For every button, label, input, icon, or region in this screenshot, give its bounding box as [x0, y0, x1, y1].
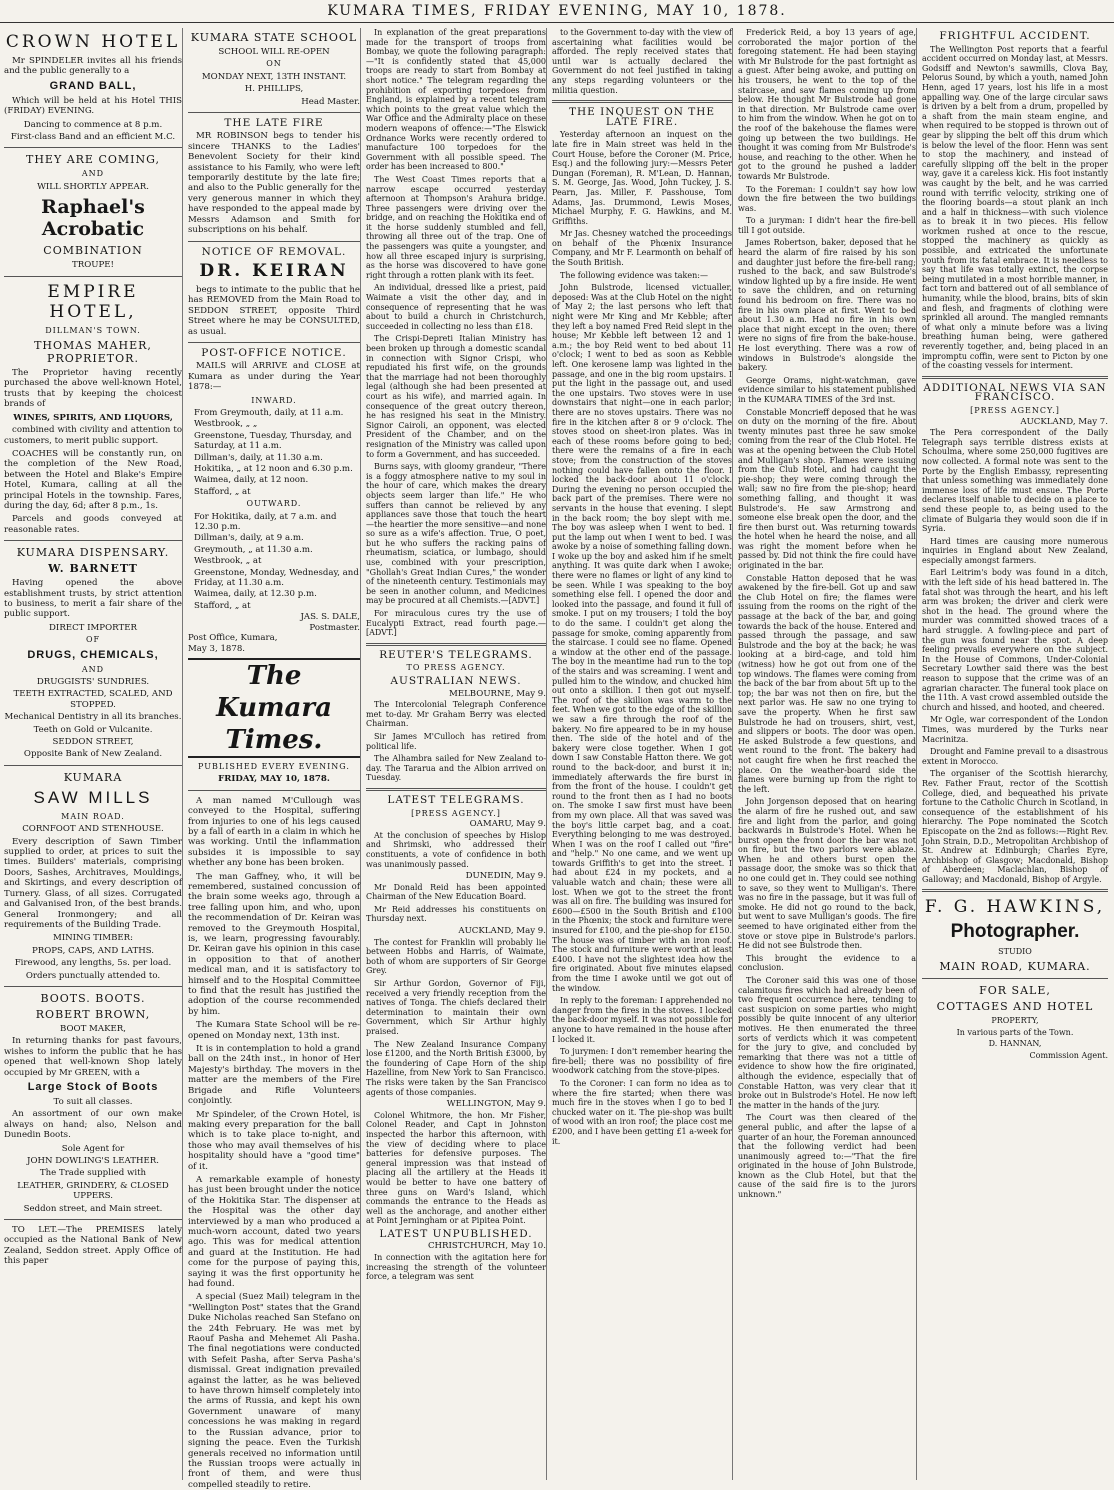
column-1 [4, 28, 183, 1480]
mining-text: MINING TIMBER: [52, 933, 134, 944]
seddon-text: SEDDON STREET, [52, 737, 134, 748]
raphael-title: Raphael's Acrobatic [41, 196, 145, 241]
empire-text: The Proprietor having recently purchased the above well-known Hotel, trusts that by keeping the choicest brands of [4, 368, 182, 410]
keiran-title: DR. KEIRAN [199, 260, 349, 281]
news-paragraph: The organiser of the Scottish hierarchy, Rev. Father Fraut, rector of the Scottish College, died, and bequeathed his private fortune to the Catholic Church in Scotland, in consequence of the establishment of his hierarchy. The Pope nominated the Scotch Episcopate on the 2nd as follows:—Right Rev. John Strain, D.D., Metropolitan Archbishop of St. Andrew at Edinburgh; Charles Eyre, Archbishop of Glasgow; Macdonald, Bishop of Aberdeen; Maclachlan, Bishop of Galloway; and Macdonald, Bishop of Argyle. [922, 769, 1108, 884]
outward-item: Dillman's, daily, at 9 a.m. [194, 533, 304, 544]
outward-item: Greymouth, „ at 11.30 a.m. [194, 544, 313, 555]
column-2 [188, 28, 361, 1490]
article-paragraph: Burns says, with gloomy grandeur, "There is a foggy atmosphere native to my soul in the hour of care, which makes the dreary objects seem larger than life." He who suffers than cannot be relieved by any appliances save those that touch the heart—the heartier the more sensitive—and none so sure as a wife's affection. True, O poet, but he who suffers the racking pains of rheumatism, sciatica, or lumbago, should use, combined with your prescription, "Ghollah's Great Indian Cures," the wonder of the nineteenth century. Testimonials may be seen in another column, and Medicines may be procured at all Chemists.—[ADVT.] [366, 462, 546, 606]
troupe-text: TROUPE! [72, 260, 114, 271]
christchurch-dateline: CHRISTCHURCH, May 10. [427, 1241, 546, 1252]
outward-item: Stafford, „ at [194, 600, 251, 611]
saw-mills-title: SAW MILLS [33, 787, 153, 807]
removal-title: NOTICE OF REMOVAL. [201, 245, 347, 258]
monday-text: MONDAY NEXT, 13TH INSTANT. [201, 71, 347, 82]
article-paragraph: The man Gaffney, who, it will be remembered, sustained concussion of the brain some weeks ago, through a tree falling upon him, and who, upon the recommendation of Dr. Keiran was removed to the Greymouth Hospital, is, we learn, progressing favourably. Dr. Keiran gave his opinion in this case in opposition to that of another medical man, and it is satisfactory to himself and to the Hospital Committee to find that the result has justified the adoption of the course recommended by him. [188, 871, 360, 1017]
importer-text: DIRECT IMPORTER [49, 622, 137, 633]
sundries-text: DRUGGISTS' SUNDRIES. [36, 677, 150, 687]
studio-text: STUDIO [998, 947, 1032, 957]
keiran-text: begs to intimate to the public that he has REMOVED from the Main Road to SEDDON STREET, opposite Third Street where he may be CONSULTED, as usual. [188, 284, 360, 337]
brown-text: In returning thanks for past favours, wishes to inform the public that he has opened that well-known Shop lately occupied by Mr GREEN, with a [4, 1036, 182, 1078]
inquest-paragraph: To the Coroner: I can form no idea as to where the fire started; when there was much fire in the stoves when I go to bed I chucked water on it. The pie-shop was built of wood with an iron roof; the place cost me £200, and I have been getting £1 a-week for it. [552, 1078, 732, 1146]
firewood-text: Firewood, any lengths, 5s. per load. [14, 958, 172, 969]
robinson-text: MR ROBINSON begs to tender his sincere THANKS to the Ladies' Benevolent Society for their kind assistance to his Family, who were left temporarily destitute by the late fire; and also to the Public generally for the very generous manner in which they have responded to the appeal made by Messrs Adamson and Smith for subscriptions on his behalf. [188, 131, 360, 236]
cottages-title: COTTAGES AND HOTEL [936, 1000, 1094, 1014]
article-paragraph: A man named M'Cullough was conveyed to the Hospital, suffering from injuries to one of his legs caused by a fall of earth in a claim in which he was working. Until the inflammation subsides it is impossible to say whether any bone has been broken. [188, 795, 360, 869]
crown-text-2: Which will be held at his Hotel THIS (FRIDAY) EVENING. [4, 95, 182, 117]
telegram-paragraph: Mr Donald Reid has been appointed Chairman of the New Education Board. [366, 882, 546, 902]
telegram-paragraph: At the conclusion of speeches by Hislop and Shrimski, who addressed their constituents, a vote of confidence in both was unanimously passed. [366, 830, 546, 869]
brown-title: ROBERT BROWN, [35, 1007, 151, 1021]
po-date: May 3, 1878. [188, 643, 246, 654]
paper-title: The Kumara Times. [188, 658, 360, 758]
inquest-paragraph: James Robertson, baker, deposed that he heard the alarm of fire raised by his son and daughter just before the fire-bell rang; rushed to the back, and saw Bulstrode's window lighted up by a fire inside. He went to save the children, and on returning found his bedroom on fire. There was no fire in his own place at first. Went to bed about 1.30 a.m. Had no fire in his own place that night except in the oven; there were no signs of fire from the bake-house. He lost everything. There was a row of windows in Bulstrode's alongside the bakery. [738, 238, 916, 373]
outward-item: Westbrook, „ at [194, 556, 262, 567]
gold-text: Teeth on Gold or Vulcanite. [33, 724, 153, 735]
latest-telegrams-title: LATEST TELEGRAMS. [387, 793, 525, 806]
outward-item: Greenstone, Monday, Wednesday, and Friday, at 11.30 a.m. [194, 567, 359, 589]
telegram-paragraph: In connection with the agitation here for increasing the strength of the volunteer force, a telegram was sent [366, 1253, 546, 1282]
inward-item: Hokitika, „ at 12 noon and 6.30 p.m. [194, 464, 353, 474]
inquest-paragraph: Yesterday afternoon an inquest on the late fire in Main street was held in the Court House, before the Coroner (M. Price, Esq.) and the following jury:—Messrs Peter Dungan (Foreman), R. M'Lean, D. Hannan, S. M. George, Jas. Wood, John Tuckey, J. S. Pearn, Jas. Miller, F. Passhouse, Tom Adams, Jas. Drummond, Lewis Moses, Michael Murphy, F. G. Hawkins, and M. Griffiths. [552, 130, 732, 226]
article-paragraph: to the Government to-day with the view of ascertaining what facilities would be afforded. The reply received states that until war is actually declared the Government do not feel justified in taking any steps regarding volunteers or the militia question. [552, 28, 732, 95]
on-text: ON [266, 59, 282, 69]
inquest-paragraph: Constable Moncrieff deposed that he was on duty on the morning of the fire. About twenty minutes past three he saw smoke coming from the rear of the Club Hotel. He was at the opening between the Club Hotel and Mulligan's shop. Flames were issuing from the Club Hotel, and had caught the pie-shop; they were coming through the wall; saw no fire from the pie-shop; heard something falling, and thought it was Bulstrode's. He saw Armstrong and someone else break open the door, and the fire then burst out. Was returning towards the hotel when he heard the noise, and all was right the moment before when he passed by. Did not think the fire could have originated in the bar. [738, 407, 916, 571]
auckland-dateline: AUCKLAND, May 9. [458, 926, 546, 937]
article-paragraph: The West Coast Times reports that a narrow escape occurred yesterday afternoon at Thompson's Arahura bridge. Three passengers were driving over the bridge, and on reaching the Hokitika end of it the horse suddenly stumbled and fell, throwing all three out of the trap. One of the passengers was quite a youngster, and how all three escaped injury is surprising, as the horse was discovered to have gone right through a rotten plank with its feet. [366, 174, 546, 280]
reuter-title: REUTER'S TELEGRAMS. [379, 648, 533, 661]
article-paragraph: A remarkable example of honesty has just been brought under the notice of the Hokitika Star. The dispenser at the Hospital was the other day interviewed by a man who produced a much-worn account, dated two years ago. This was for medical attention and guard at the Institution. He had come for the purpose of paying this, saying it was the first opportunity he had found. [188, 1174, 360, 1289]
inquest-paragraph: Frederick Reid, a boy 13 years of age, corroborated the major portion of the foregoing statement. He had been staying with Mr Bulstrode for the past fortnight as a guest. After being awoke, and putting on his trousers, he went to the top of the staircase, and saw flames coming up from below. He thought Mr Bulstrode had gone in that direction. Mr Bulstrode came over to him from the window. When he got on to the roof of the bakehouse the flames were going up between the two buildings. He thought it was coming from Mr Bulstrode's house, and reaching to the other. When he got to the ground he pushed a ladder towards Mr Bulstrode. [738, 28, 916, 181]
inquest-title: THE INQUEST ON THE LATE FIRE. [568, 106, 716, 128]
kumara-text: KUMARA [63, 770, 123, 784]
orders-text: Orders punctually attended to. [25, 970, 161, 981]
telegram-paragraph: The Alhambra sailed for New Zealand to-day. The Tararua and the Albion arrived on Tuesday. [366, 754, 546, 783]
trade-text: The Trade supplied with [39, 1168, 147, 1179]
stock-title: Large Stock of Boots [27, 1080, 159, 1093]
inward-item: Dillman's, daily, at 11.30 a.m. [194, 452, 323, 463]
inquest-paragraph: George Orams, night-watchman, gave evidence similar to his statement published in the KUMARA TIMES of the 3rd inst. [738, 375, 916, 404]
coming-title: THEY ARE COMING, [25, 153, 161, 167]
outward-title: OUTWARD. [246, 499, 302, 509]
wines-text: WINES, SPIRITS, AND LIQUORS, [13, 412, 173, 423]
wellington-dateline: WELLINGTON, May 9. [446, 1099, 546, 1110]
press-agency-text: [PRESS AGENCY.] [970, 405, 1060, 415]
article-paragraph: In explanation of the great preparations made for the transport of troops from Bombay, we quote the following paragraph:—"It is confidently stated that 45,000 troops are ready to start from Bombay at short notice." The telegram regarding the prohibition of exporting torpedoes from England, is explained by a recent telegram which points to the great value which the War Office and the Admiralty place on these modern weapons of offence:—"The Elswick Ordnance Works were recently ordered to manufacture 100 torpedoes for the Government with all possible speed. The order has been increased to 800." [366, 28, 546, 172]
drugs-title: DRUGS, CHEMICALS, [27, 648, 159, 661]
photographer-title: Photographer. [950, 921, 1080, 943]
mails-text: MAILS will ARRIVE and CLOSE at Kumara as under during the Year 1878:— [188, 361, 360, 393]
empire-hotel-title: EMPIRE HOTEL, [47, 281, 139, 322]
latest-unpublished-title: LATEST UNPUBLISHED. [379, 1227, 533, 1240]
dowling-text: JOHN DOWLING'S LEATHER. [27, 1156, 159, 1166]
press-agency-text: [PRESS AGENCY.] [411, 808, 501, 818]
inward-item: Waimea, daily, at 12 noon. [194, 475, 309, 486]
grand-ball: GRAND BALL, [49, 79, 137, 92]
inward-item: Stafford, „ at [194, 486, 251, 497]
article-paragraph: Mr Spindeler, of the Crown Hotel, is making every preparation for the ball which is to take place to-night, and those who may avail themselves of his hospitality should have a "good time" of it. [188, 1109, 360, 1172]
telegram-paragraph: The contest for Franklin will probably lie between Hobbs and Harris, of Waimate, both of whom are supporters of Sir George Grey. [366, 937, 546, 976]
article-paragraph: The Wellington Post reports that a fearful accident occurred on Monday last, at Messrs. Godsiff and Newton's sawmills, Clova Bay, Pelorus Sound, by which a youth, named John Henn, aged 17 years, lost his life in a most appalling way. One of the large circular saws is driven by a belt from a drum, propelled by a shaft from the main steam engine, and when required to be stopped is thrown out of gear by slipping the belt off this drum which is below the level of the floor. Henn was sent to stop the machinery, and instead of carefully slipping off the belt in the proper way, gave it a careless kick. His foot instantly was caught by the belt, and he was carried round with terrific velocity, striking one of the flooring boards—a stout plank an inch and a half in thickness—with such violence as to break it in two pieces. His fellow workmen rushed at once to the rescue, stopped the machinery as quickly as possible, and extricated the unfortunate youth from its fatal embrace. It is needless to say that life was totally extinct, the corpse being mutilated in a most horrible manner, in fact torn and battered out of all semblance of humanity, while the blood, brains, bits of skin and flesh, and fragments of clothing were sprinkled all around. The mangled remnants of what only a minute before was a living breathing human being, were gathered reverently together, and, being placed in an impromptu coffin, were sent to Picton by one of the coasting vessels for interment. [922, 44, 1108, 371]
inquest-paragraph: In reply to the foreman: I apprehended no danger from the fires in the stoves. I locked the back-door myself. It was not possible for anyone to have remained in the house after I locked it. [552, 996, 732, 1044]
article-paragraph: A special (Suez Mail) telegram in the "Wellington Post" states that the Grand Duke Nicholas reached San Stefano on the 24th February. He was met by Raouf Pasha and Mehemet Ali Pasha. The final negotiations were conducted with Sefeit Pasha, after Serva Pasha's dismissal. Great indignation prevailed against the latter, as he was believed to have thrown himself completely into the arms of Russia, and kept his own Government unaware of many concessions he was making in regard to the Russian advance, prior to signing the peace. Even the Turkish generals received no information until the Russian troops were actually in front of them, and were thus compelled steadily to retire. [188, 1292, 360, 1490]
column-4 [552, 28, 733, 1480]
column-6 [922, 28, 1108, 1480]
outward-item: Waimea, daily, at 12.30 p.m. [194, 589, 317, 600]
inward-item: From Greymouth, daily, at 11 a.m. [194, 407, 344, 418]
and-text: AND [81, 169, 105, 179]
dancing-time: Dancing to commence at 8 p.m. [23, 119, 163, 130]
coaches-text: COACHES will be constantly run, on the completion of the New Road, between the Hotel and Blake's Empire Hotel, Kumara, calling at all the principal Hotels in the township. Fares, during the day, 6d; after 8 p.m., 1s. [4, 448, 182, 511]
postoffice-title: POST-OFFICE NOTICE. [201, 346, 347, 359]
dispensary-title: KUMARA DISPENSARY. [16, 546, 170, 560]
news-paragraph: Earl Leitrim's body was found in a ditch, with the left side of his head battered in. The fatal shot was through the heart, and his left arm was broken; the driver and clerk were shot in the head. The ground where the murder was committed showed traces of a hard struggle. A fowling-piece and part of the gun was found near the spot. A deep feeling prevails everywhere on the subject. In the House of Commons, Under-Colonial Secretary Lowther said there was the best reason to suppose that the crime was of an agrarian character. The funeral took place on the 11th. A vast crowd assembled outside the church and hissed, and hooted, and cheered. [922, 568, 1108, 712]
press-agency-text: TO PRESS AGENCY. [406, 663, 506, 673]
main-road-text: MAIN ROAD. [61, 811, 125, 821]
and-text-2: AND [81, 664, 105, 674]
inquest-paragraph: The Coroner said this was one of those calamitous fires which had already been of two frequent occurrence here, tending to cast suspicion on some parties who might possibly be quite innocent of any ulterior motives. He then enumerated the three sorts of verdicts which it was competent for the jury to give, and concluded by remarking that there was not a tittle of evidence to show how the fire originated, although the evidence, especially that of Constable Hatton, was very clear that it broke out in Bulstrode's Hotel. He now left the matter in the hands of the jury. [738, 976, 916, 1110]
dunedin-dateline: DUNEDIN, May 9. [465, 871, 546, 882]
telegram-paragraph: Mr Reid addresses his constituents on Thursday next. [366, 904, 546, 924]
main-road-kumara: MAIN ROAD, KUMARA. [939, 960, 1091, 974]
page-masthead: KUMARA TIMES, FRIDAY EVENING, MAY 10, 1878. [0, 0, 1114, 23]
crown-hotel-title: CROWN HOTEL [5, 32, 181, 52]
article-paragraph: The Kumara State School will be re-opened on Monday next, 13th inst. [188, 1020, 360, 1041]
band-line: First-class Band and an efficient M.C. [10, 132, 176, 143]
auckland-dateline: AUCKLAND, May 7. [1020, 416, 1108, 427]
inquest-paragraph: To the Foreman: I couldn't say how low down the fire between the two buildings was. [738, 184, 916, 213]
australian-news-title: AUSTRALIAN NEWS. [390, 675, 522, 687]
boots-title: BOOTS. BOOTS. [40, 991, 146, 1005]
barnett-name: W. BARNETT [48, 562, 138, 576]
news-paragraph: Mr Ogle, war correspondent of the London Times, was murdered by the Turks near Macrinitza. [922, 715, 1108, 744]
inward-list [188, 408, 360, 497]
crown-text: Mr SPINDELER invites all his friends and the public generally to a [4, 56, 182, 77]
maher-text: THOMAS MAHER, PROPRIETOR. [34, 339, 152, 366]
reopen-text: SCHOOL WILL RE-OPEN [218, 47, 330, 57]
suit-text: To suit all classes. [53, 1096, 133, 1107]
combination-text: COMBINATION [43, 244, 143, 258]
dateline: FRIDAY, MAY 10, 1878. [218, 774, 330, 785]
appear-text: WILL SHORTLY APPEAR. [37, 181, 149, 192]
parts-text: In various parts of the Town. [956, 1027, 1074, 1037]
telegram-paragraph: The New Zealand Insurance Company lose £1200, and the North British £3000, by the foundering of Cape Horn of the ship Hazelline, from New York to San Francisco. The risks were taken by the San Francisco agents of those companies. [366, 1039, 546, 1097]
assortment-text: An assortment of our own make always on hand; also, Nelson and Dunedin Boots. [4, 1109, 182, 1141]
dillman-text: DILLMAN'S TOWN. [45, 325, 141, 335]
inquest-paragraph: John Bulstrode, licensed victualler, deposed: Was at the Club Hotel on the night of May 2; the last persons who left that night were Mr King and Mr Kebble; after they left a boy named Fred Reid slept in the house; Mr Kebble left between 12 and 1 a.m.; the boy Reid went to bed about 11 o'clock; I went to bed as soon as Kebble left. One kerosene lamp was lighted in the passage, and one in the big room upstairs. I put the light in the passage out, and used the one upstairs. Two stoves were in use downstairs that night—one in each parlor; there are no stoves upstairs. There was no fire in the kitchen after 8 or 9 o'clock. The stoves stood on sheet-iron plates. Was in each of these rooms before going to bed; there were the remains of a fire in each stove; from the construction of the stoves nothing could have fallen onto the floor. I locked the back-door about 11 o'clock. During the evening no person occupied the back part of the premises. There were no servants in the house that evening. I slept in the back room; the boy slept with me. The boy was asleep when I went to bed. I put the lamp out when I went to bed. I was awoke by a noise of something falling down. I woke up the boy and asked him if he smelt anything. It was quite dark when I awoke; there were no flames or light of any kind to be seen. While I was speaking to the boy something else fell. I opened the door and looked into the passage, and found it full of smoke. I put on my trousers; I told the boy to do the same. I couldn't get along the passage for smoke, coming apparently from the staircase. I could see no flame. Opened a window at the other end of the passage. The boy in the meantime had run to the top of the stairs and was screaming. I went and pulled him to the window, and chucked him out onto a skillion. I then got out myself. The roof of the skillion was warm to the feet. When we got to the edge of the skillion we saw a fire through the roof of the bakery. No fire appeared to be in my house then. The side of the hotel and of the bakery were close together. When I got down I saw Constable Hatton there. We got round to the back-door, and burst it in; immediately afterwards the fire burst in from the front of the house. I couldn't get round to the front then as I had no boots on. The smoke I saw first must have been from my own place. All that was saved was the boy's little carpet bag, and a coat. Everything belonging to me was destroyed. When I was on the roof I called out "fire" and "help." No one came, and we went up towards Griffith's to get into the street. I had about £24 in my pockets, and a valuable watch and chain; these were all lost. When we got to the street the front was all on fire. The building was insured for £600—£500 in the South British and £100 in the Phœnix; the stock and furniture were insured for £100, and the pie-shop for £150. The house was of timber with an iron roof. The stock and furniture were worth at least £400. I have not the slightest idea how the fire originated. About five minutes elapsed from the time I awoke until we got out of the window. [552, 283, 732, 993]
hawkins-title: F. G. HAWKINS, [924, 897, 1106, 918]
article-paragraph: It is in contemplation to hold a grand ball on the 24th inst., in honor of Her Majesty's birthday. The movers in the matter are the members of the Fire Brigade and Rifle Volunteers conjointly. [188, 1044, 360, 1107]
outward-item: For Hokitika, daily, at 7 a.m. and 12.30 p.m. [194, 511, 337, 533]
tolet-text: TO LET.—The PREMISES lately occupied as the National Bank of New Zealand, Seddon street. Apply Office of this paper [4, 1225, 182, 1267]
hannan-name: D. HANNAN, [988, 1039, 1042, 1049]
cornfoot-title: CORNFOOT AND STENHOUSE. [22, 824, 164, 835]
late-fire-title: THE LATE FIRE [224, 117, 324, 130]
published-text: PUBLISHED EVERY EVENING. [198, 761, 350, 771]
news-paragraph: The Pera correspondent of the Daily Telegraph says terrible distress exists at Schoulma, where some 250,000 fugitives are now collected. A formal note was sent to the Porte by the English Embassy, representing that unless something was immediately done immense loss of life must ensue. The Porte declares itself unable to decide on a place to send these people to, as being used to the climate of Bulgaria they would soon die if in Syria. [922, 428, 1108, 534]
column-3 [366, 28, 547, 1480]
news-paragraph: Drought and Famine prevail to a disastrous extent in Morocco. [922, 747, 1108, 766]
props-text: PROPS, CAPS, AND LATHS. [31, 945, 155, 956]
leather-text: LEATHER, GRINDERY, & CLOSED UPPERS. [17, 1180, 169, 1202]
inquest-paragraph: Mr Jas. Chesney watched the proceedings on behalf of the Phœnix Insurance Company, and Mr F. Learmonth on behalf of the South British. [552, 229, 732, 268]
headmaster-text: Head Master. [301, 96, 360, 107]
oamaru-dateline: OAMARU, May 9. [469, 819, 546, 830]
inquest-paragraph: The Court was then cleared of the general public, and after the lapse of a quarter of an hour, the Foreman announced that the following verdict had been unanimously agreed to:—"That the fire originated in the house of John Bulstrode, known as the Club Hotel, but that the cause of the said fire is to the jurors unknown." [738, 1113, 916, 1200]
postmaster-text: Postmaster. [309, 622, 360, 633]
telegram-paragraph: The Intercolonial Telegraph Conference met to-day. Mr Graham Berry was elected Chairman. [366, 700, 546, 729]
inquest-paragraph: John Jorgenson deposed that on hearing the alarm of fire he rushed out, and saw fire and light from the parlor, and going backwards in Bulstrode's Hotel. When he burst open the front door the bar was not on fire, but the two parlors were ablaze. When he and others burst open the passage door, the smoke was so thick that no one could get in. They could see nothing to save, so they went to Mulligan's. There was no fire in the passage, but it was full of smoke. He did not go round to the back, but went to save Mulligan's goods. The fire seemed to have originated either from the stove or stove pipe in Bulstrode's parlors. He did not see Bulstrode then. [738, 797, 916, 951]
column-5 [738, 28, 917, 1480]
bootmaker-text: BOOT MAKER, [60, 1023, 126, 1034]
dentistry-text: Mechanical Dentistry in all its branches. [4, 712, 182, 723]
phillips-name: H. PHILLIPS, [244, 84, 304, 95]
of-text: OF [85, 635, 101, 645]
outward-list [188, 512, 360, 612]
inquest-paragraph: The following evidence was taken:— [560, 270, 708, 280]
dale-name: JAS. S. DALE, [300, 612, 360, 623]
article-paragraph: The Crispi-Depreti Italian Ministry has been broken up through a domestic scandal in connection with Signor Crispi, who repudiated his first wife, on the grounds that the marriage had not been thoroughly legal (although she had been presented at court as his wife), and married again. In consequence of the great outcry thereon, he has resigned his seat in the Ministry. Signor Cairoli, an opponent, was elected President of the Chamber, and on the resignation of the Ministry was called upon to form a Government, and has succeeded. [366, 334, 546, 459]
commission-text: Commission Agent. [1029, 1050, 1108, 1060]
article-paragraph: For miraculous cures try the use of Eucalypti Extract, read fourth page.—[ADVT.] [366, 609, 546, 638]
inquest-paragraph: Constable Hatton deposed that he was awakened by the fire-bell. Got up and saw the Club Hotel on fire; the flames were issuing from the rooms on the right of the passage at the back of the bar, and going towards the back of the house. Entered and passed through the passage, and saw Bulstrode and the boy at the back; he was looking at a bird-cage, and told him (witness) how he got out from one of the top windows. The flames were coming from the back of the bar from about 5ft up to the top; the bar was not then on fire, but the next parlor was. He saw no one trying to save the property. When he first saw Bulstrode he had on trousers, shirt, vest, and slippers or boots. The door was open. He asked Bulstrode a few questions, and went round to the front. The bakery had not caught fire when he first reached the place. On the weather-board side the flames were burning up from the right to the left. [738, 573, 916, 794]
telegram-paragraph: Sir Arthur Gordon, Governor of Fiji, received a very friendly reception from the natives of Tonga. The chiefs declared their determination to maintain their own Government, which Sir Arthur highly praised. [366, 979, 546, 1036]
po-place: Post Office, Kumara, [188, 633, 278, 644]
additional-news-title: ADDITIONAL NEWS VIA SAN FRANCISCO. [923, 381, 1107, 404]
seddon-main-text: Seddon street, and Main street. [23, 1203, 163, 1214]
teeth-text: TEETH EXTRACTED, SCALED, AND STOPPED. [13, 689, 173, 710]
inquest-paragraph: To a juryman: I didn't hear the fire-bell till I got outside. [738, 216, 916, 235]
for-sale-title: FOR SALE, [979, 984, 1051, 998]
telegram-paragraph: Colonel Whitmore, the hon. Mr Fisher, Colonel Reader, and Capt in Johnston inspected the harbor this afternoon, with the view of deciding where to place batteries for defensive purposes. The general impression was that instead of placing all the artillery at the Heads it would be better to have one battery of three guns on Ward's Island, which commands the entrance to the Heads as well as the anchorage, and another either at Point Jerningham or at Pipitea Point. [366, 1110, 546, 1226]
inquest-paragraph: To jurymen: I don't remember hearing the fire-bell; there was no possibility of fire woodwork catching from the stove-pipes. [552, 1047, 732, 1076]
accident-title: FRIGHTFUL ACCIDENT. [939, 30, 1091, 42]
telegram-paragraph: Sir James M'Culloch has retired from political life. [366, 731, 546, 751]
property-text: PROPERTY, [991, 1016, 1039, 1026]
news-paragraph: Hard times are causing more numerous inquiries in England about New Zealand, especially amongst farmers. [922, 536, 1108, 565]
opposite-text: Opposite Bank of New Zealand. [23, 749, 163, 760]
article-paragraph: An individual, dressed like a priest, paid Waimate a visit the other day, and in consequence of representing that he was about to build a church in Christchurch, succeeded in collecting no less than £18. [366, 283, 546, 331]
inward-title: INWARD. [251, 395, 297, 405]
school-title: KUMARA STATE SCHOOL [190, 31, 358, 44]
empire-text-2: combined with civility and attention to customers, to merit public support. [4, 425, 182, 446]
inward-item: Greenstone, Tuesday, Thursday, and Saturday, at 11 a.m. [194, 430, 352, 452]
parcels-text: Parcels and goods conveyed at reasonable rates. [4, 514, 182, 535]
melbourne-dateline: MELBOURNE, May 9. [449, 688, 546, 699]
cornfoot-text: Every description of Sawn Timber supplied to order, at prices to suit the times. Builders' materials, comprising Doors, Sashes, Architraves, Mouldings, and Skirtings, and every description of Turnery. Glass, of all sizes. Corrugated and Galvanised Iron, of the best brands. General Ironmongery; and all requirements of the Building Trade. [4, 836, 182, 930]
inquest-paragraph: This brought the evidence to a conclusion. [738, 953, 916, 973]
agent-text: Sole Agent for [61, 1143, 125, 1154]
dispensary-text: Having opened the above establishment trusts, by strict attention to business, to merit a fair share of the public support. [4, 578, 182, 620]
inward-item: Westbrook, „ „ [194, 419, 258, 430]
